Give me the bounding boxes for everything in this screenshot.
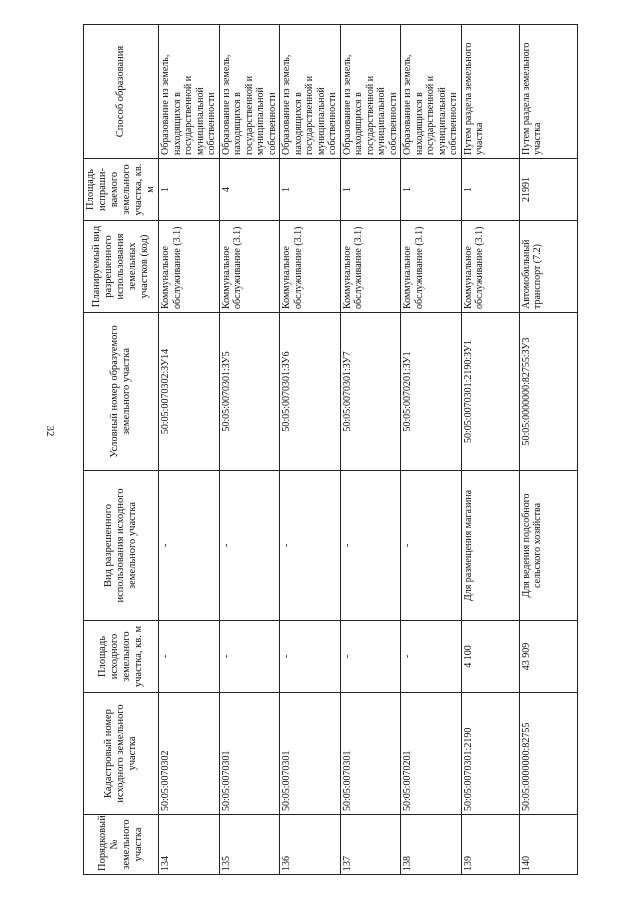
header-cell: Порядковый № земельного участка [84, 815, 159, 875]
header-cell: Вид разрешенного использования исходного земельного участка [84, 471, 159, 621]
table-cell: 138 [401, 815, 462, 875]
table-cell: - [159, 471, 220, 621]
table-cell: Путем раздела земельного участка [519, 25, 577, 159]
table-cell: - [340, 621, 401, 693]
table-row [461, 25, 519, 875]
table-cell: - [219, 621, 280, 693]
table-cell: 1 [159, 159, 220, 221]
table-row [401, 25, 462, 875]
table-cell: 50:05:0070301 [219, 693, 280, 815]
table-cell: Автомобильный транспорт (7.2) [519, 221, 577, 313]
table-cell: 136 [280, 815, 341, 875]
table-cell: 135 [219, 815, 280, 875]
table-cell: - [280, 621, 341, 693]
table-cell: Для ведения подсобного сельского хозяйства [519, 471, 577, 621]
table-row [340, 25, 401, 875]
table-cell: Образование из земель, находящихся в государственной и муниципальной собственности [401, 25, 462, 159]
table-cell: 50:05:0070301 [280, 693, 341, 815]
table-cell: 50:05:0070201 [401, 693, 462, 815]
header-cell: Условный номер образуемого земельного участка [84, 313, 159, 471]
land-plots-table-rotated [83, 25, 563, 875]
table-cell: 21991 [519, 159, 577, 221]
table-cell: Коммунальное обслуживание (3.1) [340, 221, 401, 313]
table-cell: 1 [461, 159, 519, 221]
header-cell: Планируемый вид разрешенного использования земельных участков (код) [84, 221, 159, 313]
table-cell: 50:05:0000000:82755 [519, 693, 577, 815]
header-cell: Площадь исходного земельного участка, кв. м [84, 621, 159, 693]
table-cell: 137 [340, 815, 401, 875]
table-cell: - [159, 621, 220, 693]
table-cell: - [340, 471, 401, 621]
table-cell: Для размещения магазина [461, 471, 519, 621]
table-cell: Коммунальное обслуживание (3.1) [159, 221, 220, 313]
table-cell: - [219, 471, 280, 621]
table-cell: Образование из земель, находящихся в государственной и муниципальной собственности [219, 25, 280, 159]
table-row [519, 25, 577, 875]
table-cell: 140 [519, 815, 577, 875]
table-cell: 1 [340, 159, 401, 221]
table-cell: 1 [401, 159, 462, 221]
table-cell: 134 [159, 815, 220, 875]
table-cell: 50:05:0070301:ЗУ7 [340, 313, 401, 471]
table-cell: - [280, 471, 341, 621]
table-cell: 50:05:0070301:2190 [461, 693, 519, 815]
table-cell: Образование из земель, находящихся в государственной и муниципальной собственности [280, 25, 341, 159]
table-cell: - [401, 471, 462, 621]
table-row [159, 25, 220, 875]
page-number: 32 [44, 425, 56, 437]
table-cell: Путем раздела земельного участка [461, 25, 519, 159]
table-cell: 50:05:0070301 [340, 693, 401, 815]
table-cell: 50:05:0070301:ЗУ6 [280, 313, 341, 471]
table-header-row [84, 25, 159, 875]
table-cell: Коммунальное обслуживание (3.1) [280, 221, 341, 313]
table-cell: - [401, 621, 462, 693]
header-cell: Кадастровый номер исходного земельного участка [84, 693, 159, 815]
table-cell: 1 [280, 159, 341, 221]
table-cell: Коммунальное обслуживание (3.1) [401, 221, 462, 313]
table-cell: 50:05:0070301:2190:ЗУ1 [461, 313, 519, 471]
table-cell: Коммунальное обслуживание (3.1) [461, 221, 519, 313]
table-cell: Коммунальное обслуживание (3.1) [219, 221, 280, 313]
table-cell: 43 909 [519, 621, 577, 693]
table-cell: 50:05:0070301:ЗУ5 [219, 313, 280, 471]
table-row [280, 25, 341, 875]
table-cell: 50:05:0070201:ЗУ1 [401, 313, 462, 471]
table-cell: 50:05:0070302:ЗУ14 [159, 313, 220, 471]
land-plots-table [83, 24, 578, 875]
table-cell: 139 [461, 815, 519, 875]
table-cell: Образование из земель, находящихся в государственной и муниципальной собственности [340, 25, 401, 159]
table-row [219, 25, 280, 875]
header-cell: Площадь испраши-ваемого земельного участка, кв. м [84, 159, 159, 221]
table-cell: 4 [219, 159, 280, 221]
table-cell: 4 100 [461, 621, 519, 693]
header-cell: Способ образования [84, 25, 159, 159]
table-cell: Образование из земель, находящихся в государственной и муниципальной собственности [159, 25, 220, 159]
table-cell: 50:05:0000000:82755:ЗУ3 [519, 313, 577, 471]
table-cell: 50:05:0070302 [159, 693, 220, 815]
